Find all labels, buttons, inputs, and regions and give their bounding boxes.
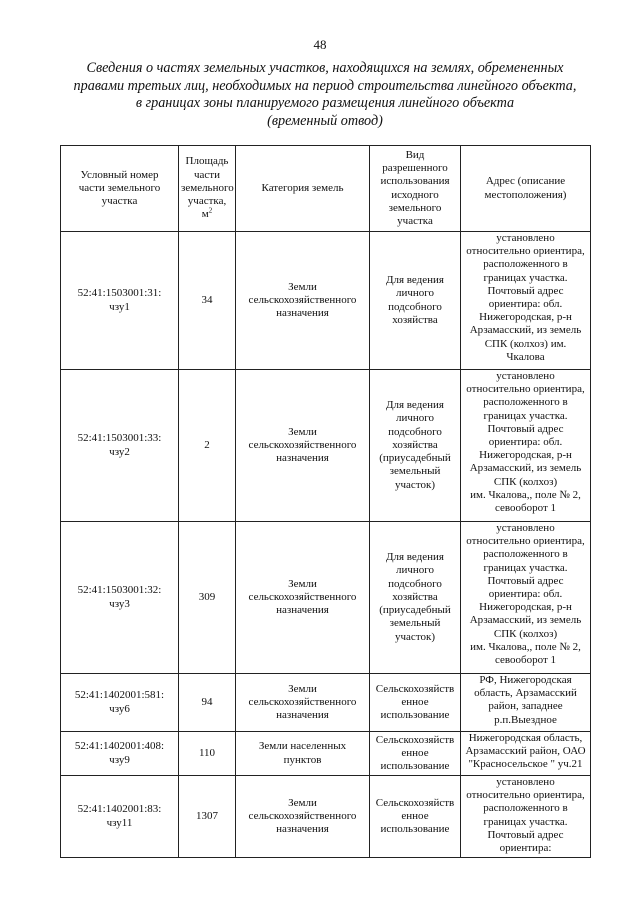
cell-address: установлено относительно ориентира, расположенного в границах участка. Почтовый адрес ориентира: bbox=[461, 776, 591, 858]
header-address: Адрес (описание местоположения) bbox=[461, 146, 591, 232]
cell-use: Сельскохозяйств енное использование bbox=[370, 732, 461, 776]
cell-category: Земли сельскохозяйственного назначения bbox=[236, 776, 370, 858]
cell-area: 309 bbox=[179, 522, 236, 674]
header-use: Вид разрешенного использования исходного земельного участка bbox=[370, 146, 461, 232]
title-line: (временный отвод) bbox=[267, 112, 383, 129]
cell-use: Для ведения личного подсобного хозяйства (приусадебный земельный участок) bbox=[370, 370, 461, 522]
table-row bbox=[61, 370, 591, 522]
cell-number: 52:41:1503001:32: чзу3 bbox=[61, 522, 179, 674]
title-line: Сведения о частях земельных участков, находящихся на землях, обремененных bbox=[86, 60, 564, 76]
cell-address: установлено относительно ориентира, расположенного в границах участка. Почтовый адрес ориентира: обл. Нижегородская, р-н Арзамасский, из земель СПК (колхоз) им. Чкалова,, поле № 2, севооборот 1 bbox=[461, 522, 591, 674]
cell-number: 52:41:1503001:33: чзу2 bbox=[61, 370, 179, 522]
cell-number: 52:41:1402001:83: чзу11 bbox=[61, 776, 179, 858]
cell-area: 1307 bbox=[179, 776, 236, 858]
table-row bbox=[61, 674, 591, 732]
cell-address: РФ, Нижегородская область, Арзамасский район, западнее р.п.Выездное bbox=[461, 674, 591, 732]
title-line: в границах зоны планируемого размещения линейного объекта bbox=[135, 95, 515, 111]
cell-area: 34 bbox=[179, 232, 236, 370]
header-number: Условный номер части земельного участка bbox=[61, 146, 179, 232]
table-row bbox=[61, 776, 591, 858]
table-header-row bbox=[61, 146, 591, 232]
cell-use: Для ведения личного подсобного хозяйства bbox=[370, 232, 461, 370]
cell-use: Для ведения личного подсобного хозяйства (приусадебный земельный участок) bbox=[370, 522, 461, 674]
cell-area: 110 bbox=[179, 732, 236, 776]
table-row bbox=[61, 732, 591, 776]
cell-category: Земли сельскохозяйственного назначения bbox=[236, 674, 370, 732]
cell-address: установлено относительно ориентира, расположенного в границах участка. Почтовый адрес ориентира: обл. Нижегородская, р-н Арзамасский, из земель СПК (колхоз) им. Чкалова bbox=[461, 232, 591, 370]
document-title bbox=[60, 60, 590, 130]
cell-address: установлено относительно ориентира, расположенного в границах участка. Почтовый адрес ориентира: обл. Нижегородская, р-н Арзамасский, из земель СПК (колхоз) им. Чкалова,, поле № 2, севооборот 1 bbox=[461, 370, 591, 522]
cell-category: Земли сельскохозяйственного назначения bbox=[236, 232, 370, 370]
table-row bbox=[61, 232, 591, 370]
cell-number: 52:41:1402001:581: чзу6 bbox=[61, 674, 179, 732]
cell-address: Нижегородская область, Арзамасский район, ОАО "Красносельское " уч.21 bbox=[461, 732, 591, 776]
cell-use: Сельскохозяйств енное использование bbox=[370, 674, 461, 732]
land-plots-table bbox=[60, 145, 591, 858]
cell-use: Сельскохозяйств енное использование bbox=[370, 776, 461, 858]
header-category: Категория земель bbox=[236, 146, 370, 232]
cell-number: 52:41:1503001:31: чзу1 bbox=[61, 232, 179, 370]
cell-category: Земли сельскохозяйственного назначения bbox=[236, 522, 370, 674]
page-number: 48 bbox=[313, 37, 327, 52]
cell-area: 94 bbox=[179, 674, 236, 732]
header-area: Площадь части земельного участка, $м^2$ bbox=[179, 146, 236, 232]
header-area-unit-sup: 2 bbox=[208, 206, 213, 215]
cell-category: Земли сельскохозяйственного назначения bbox=[236, 370, 370, 522]
table-row bbox=[61, 522, 591, 674]
cell-category: Земли населенных пунктов bbox=[236, 732, 370, 776]
title-line: правами третьих лиц, необходимых на период строительства линейного объекта, bbox=[73, 77, 577, 94]
cell-area: 2 bbox=[179, 370, 236, 522]
cell-number: 52:41:1402001:408: чзу9 bbox=[61, 732, 179, 776]
